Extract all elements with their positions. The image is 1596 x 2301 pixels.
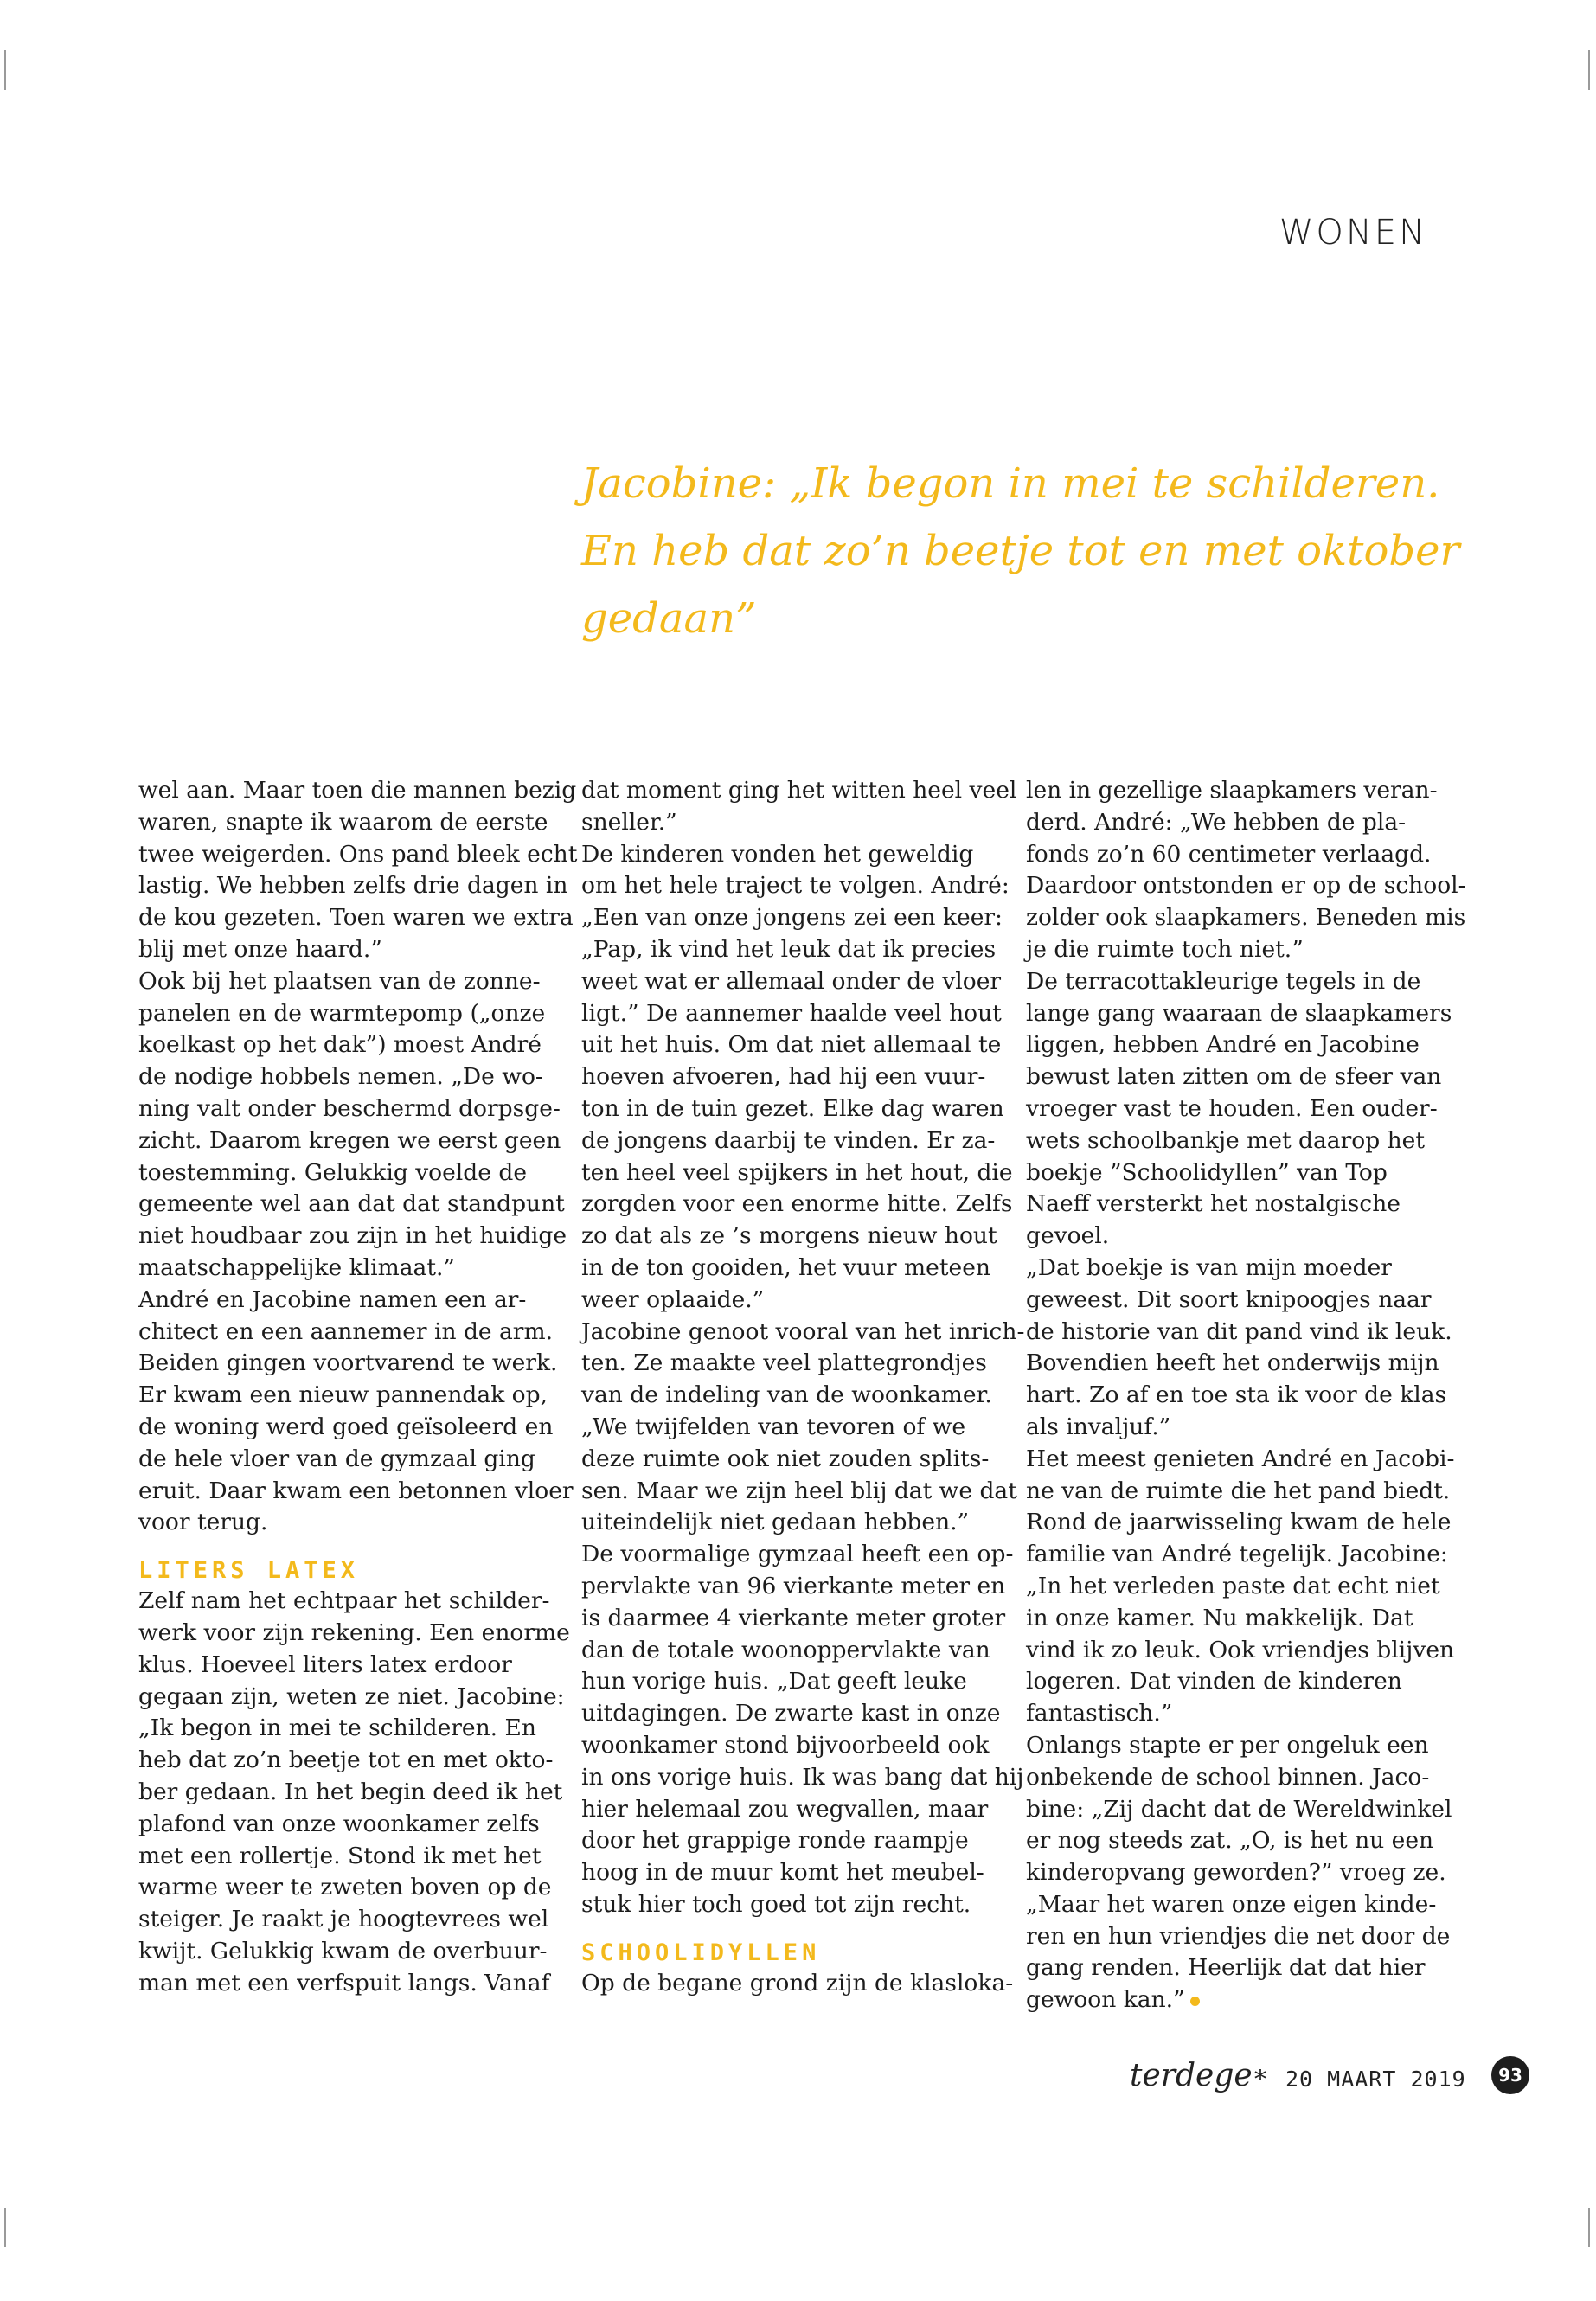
text-line: De terracottakleurige tegels in de <box>1026 967 1421 995</box>
column-2-text-b <box>581 1968 1014 2000</box>
text-line: werk voor zijn rekening. Een enorme <box>138 1618 570 1646</box>
text-line: fantastisch.” <box>1026 1700 1173 1727</box>
text-line: toestemming. Gelukkig voelde de <box>138 1158 527 1186</box>
text-line: maatschappelijke klimaat.” <box>138 1253 455 1281</box>
text-line: Jacobine genoot vooral van het inrich- <box>581 1317 1025 1345</box>
text-line: hun vorige huis. „Dat geeft leuke <box>581 1668 967 1695</box>
text-line-end <box>1026 1984 1458 2016</box>
text-line: voor terug. <box>138 1509 268 1536</box>
text-line: hoog in de muur komt het meubel- <box>581 1859 984 1887</box>
text-line: hoeven afvoeren, had hij een vuur- <box>581 1063 986 1091</box>
pull-quote-line: gedaan” <box>581 594 757 643</box>
pull-quote-line: En heb dat zo’n beetje tot en met oktober <box>581 527 1460 575</box>
column-1-text-a <box>138 775 578 1539</box>
text-line: blij met onze haard.” <box>138 935 382 963</box>
text-line: liggen, hebben André en Jacobine <box>1026 1031 1420 1059</box>
text-line: in onze kamer. Nu makkelijk. Dat <box>1026 1604 1413 1631</box>
page-number: 93 <box>1491 2056 1529 2094</box>
text-line: uiteindelijk niet gedaan hebben.” <box>581 1509 970 1536</box>
text-line: chitect en een aannemer in de arm. <box>138 1317 554 1345</box>
text-line: zorgden voor een enorme hitte. Zelfs <box>581 1190 1013 1218</box>
text-line: dat moment ging het witten heel veel <box>581 777 1017 804</box>
text-line: bewust laten zitten om de sfeer van <box>1026 1063 1442 1091</box>
text-line: in ons vorige huis. Ik was bang dat hij <box>581 1763 1024 1791</box>
text-line: vind ik zo leuk. Ook vriendjes blijven <box>1026 1636 1455 1663</box>
text-line: door het grappige ronde raampje <box>581 1827 969 1855</box>
issue-date: 20 MAART 2019 <box>1285 2067 1466 2092</box>
text-line: „We twijfelden van tevoren of we <box>581 1413 966 1440</box>
text-line: uit het huis. Om dat niet allemaal te <box>581 1031 1002 1059</box>
text-line: pervlakte van 96 vierkante meter en <box>581 1572 1006 1599</box>
text-line: de historie van dit pand vind ik leuk. <box>1026 1317 1452 1345</box>
column-1-text-b <box>138 1586 571 1999</box>
text-line: kwijt. Gelukkig kwam de overbuur- <box>138 1937 548 1965</box>
text-line: twee weigerden. Ons pand bleek echt <box>138 840 578 868</box>
text-line: Op de begane grond zijn de klasloka- <box>581 1969 1014 1997</box>
crop-mark-bottom-right <box>1588 2208 1590 2247</box>
text-line: de nodige hobbels nemen. „De wo- <box>138 1063 543 1091</box>
section-label: WONEN <box>1279 213 1427 253</box>
article-column-3 <box>1026 775 1466 2016</box>
text-line: Het meest genieten André en Jacobi- <box>1026 1445 1455 1472</box>
text-line: „Dat boekje is van mijn moeder <box>1026 1253 1392 1281</box>
text-line: plafond van onze woonkamer zelfs <box>138 1810 540 1837</box>
text-line: gegaan zijn, weten ze niet. Jacobine: <box>138 1682 565 1710</box>
text-line: de kou gezeten. Toen waren we extra <box>138 904 574 932</box>
text-line: ber gedaan. In het begin deed ik het <box>138 1778 563 1805</box>
text-line: weer oplaaide.” <box>581 1285 765 1313</box>
text-line: gang renden. Heerlijk dat dat hier <box>1026 1954 1426 1982</box>
text-line: boekje ”Schoolidyllen” van Top <box>1026 1158 1388 1186</box>
text-line: er nog steeds zat. „O, is het nu een <box>1026 1827 1434 1855</box>
text-line: lange gang waaraan de slaapkamers <box>1026 999 1452 1027</box>
text-line: weet wat er allemaal onder de vloer <box>581 967 1002 995</box>
text-line: je die ruimte toch niet.” <box>1026 935 1304 963</box>
text-line: wets schoolbankje met daarop het <box>1026 1126 1425 1154</box>
text-line: derd. André: „We hebben de pla- <box>1026 808 1407 836</box>
text-line: man met een verfspuit langs. Vanaf <box>138 1969 550 1997</box>
text-line: De voormalige gymzaal heeft een op- <box>581 1541 1014 1568</box>
pull-quote <box>581 450 1481 652</box>
text-line: Daardoor ontstonden er op de school- <box>1026 872 1466 900</box>
text-line: „Pap, ik vind het leuk dat ik precies <box>581 935 997 963</box>
text-line: gewoon kan.” <box>1026 1986 1185 2014</box>
text-line: de jongens daarbij te vinden. Er za- <box>581 1126 996 1154</box>
article-column-2 <box>581 775 1025 1999</box>
column-3-text <box>1026 775 1466 2016</box>
text-line: waren, snapte ik waarom de eerste <box>138 808 548 836</box>
text-line: als invaljuf.” <box>1026 1413 1171 1440</box>
text-line: fonds zo’n 60 centimeter verlaagd. <box>1026 840 1432 868</box>
text-line: Zelf nam het echtpaar het schilder- <box>138 1587 550 1615</box>
text-line: van de indeling van de woonkamer. <box>581 1381 992 1409</box>
text-line: bine: „Zij dacht dat de Wereldwinkel <box>1026 1795 1452 1823</box>
text-line: ning valt onder beschermd dorpsge- <box>138 1094 561 1122</box>
text-line: dan de totale woonoppervlakte van <box>581 1636 990 1663</box>
text-line: Onlangs stapte er per ongeluk een <box>1026 1731 1429 1759</box>
text-line: in de ton gooiden, het vuur meteen <box>581 1253 990 1281</box>
separator-star-icon: * <box>1254 2065 1266 2093</box>
subheading-liters-latex: LITERS LATEX <box>138 1557 360 1585</box>
text-line: hart. Zo af en toe sta ik voor de klas <box>1026 1381 1447 1409</box>
column-2-text-a <box>581 775 1025 1921</box>
text-line: zo dat als ze ’s morgens nieuw hout <box>581 1222 997 1250</box>
text-line: ne van de ruimte die het pand biedt. <box>1026 1477 1451 1504</box>
text-line: Bovendien heeft het onderwijs mijn <box>1026 1349 1439 1377</box>
text-line: logeren. Dat vinden de kinderen <box>1026 1668 1402 1695</box>
text-line: eruit. Daar kwam een betonnen vloer <box>138 1477 574 1504</box>
text-line: „In het verleden paste dat echt niet <box>1026 1572 1440 1599</box>
text-line: stuk hier toch goed tot zijn recht. <box>581 1890 971 1918</box>
text-line: Ook bij het plaatsen van de zonne- <box>138 967 541 995</box>
text-line: vroeger vast te houden. Een ouder- <box>1026 1094 1438 1122</box>
text-line: „Een van onze jongens zei een keer: <box>581 904 1003 932</box>
text-line: wel aan. Maar toen die mannen bezig <box>138 777 577 804</box>
text-line: familie van André tegelijk. Jacobine: <box>1026 1541 1448 1568</box>
text-line: steiger. Je raakt je hoogtevrees wel <box>138 1906 549 1933</box>
text-line: „Ik begon in mei te schilderen. En <box>138 1715 536 1742</box>
text-line: sneller.” <box>581 808 677 836</box>
text-line: André en Jacobine namen een ar- <box>138 1285 527 1313</box>
text-line: warme weer te zweten boven op de <box>138 1874 552 1901</box>
magazine-logo: terdege <box>1130 2058 1253 2093</box>
text-line: Rond de jaarwisseling kwam de hele <box>1026 1509 1452 1536</box>
text-line: „Maar het waren onze eigen kinde- <box>1026 1890 1437 1918</box>
text-line: kinderopvang geworden?” vroeg ze. <box>1026 1859 1446 1887</box>
crop-mark-top-right <box>1588 50 1590 90</box>
text-line: om het hele traject te volgen. André: <box>581 872 1010 900</box>
text-line: Naeff versterkt het nostalgische <box>1026 1190 1401 1218</box>
text-line: uitdagingen. De zwarte kast in onze <box>581 1700 1001 1727</box>
text-line: geweest. Dit soort knipoogjes naar <box>1026 1285 1432 1313</box>
text-line: gevoel. <box>1026 1222 1110 1250</box>
text-line: len in gezellige slaapkamers veran- <box>1026 777 1438 804</box>
text-line: Beiden gingen voortvarend te werk. <box>138 1349 558 1377</box>
text-line: niet houdbaar zou zijn in het huidige <box>138 1222 567 1250</box>
text-line: ten. Ze maakte veel plattegrondjes <box>581 1349 987 1377</box>
text-line: de hele vloer van de gymzaal ging <box>138 1445 535 1472</box>
text-line: koelkast op het dak”) moest André <box>138 1031 542 1059</box>
text-line: klus. Hoeveel liters latex erdoor <box>138 1650 512 1678</box>
text-line: heb dat zo’n beetje tot en met okto- <box>138 1747 554 1774</box>
text-line: zolder ook slaapkamers. Beneden mis <box>1026 904 1466 932</box>
text-line: ton in de tuin gezet. Elke dag waren <box>581 1094 1004 1122</box>
end-mark-dot-icon <box>1190 1997 1200 2006</box>
pull-quote-line: Jacobine: „Ik begon in mei te schilderen. <box>581 459 1440 508</box>
subheading-schoolidyllen: SCHOOLIDYLLEN <box>581 1939 821 1966</box>
text-line: ligt.” De aannemer haalde veel hout <box>581 999 1002 1027</box>
article-column-1 <box>138 775 578 1999</box>
crop-mark-bottom-left <box>4 2208 6 2247</box>
text-line: lastig. We hebben zelfs drie dagen in <box>138 872 568 900</box>
text-line: zicht. Daarom kregen we eerst geen <box>138 1126 561 1154</box>
page-footer <box>1125 2054 1540 2106</box>
text-line: panelen en de warmtepomp („onze <box>138 999 546 1027</box>
text-line: ten heel veel spijkers in het hout, die <box>581 1158 1013 1186</box>
text-line: ren en hun vriendjes die net door de <box>1026 1922 1451 1950</box>
text-line: met een rollertje. Stond ik met het <box>138 1842 542 1869</box>
crop-mark-top-left <box>4 50 6 90</box>
text-line: de woning werd goed geïsoleerd en <box>138 1413 554 1440</box>
text-line: woonkamer stond bijvoorbeeld ook <box>581 1731 990 1759</box>
text-line: hier helemaal zou wegvallen, maar <box>581 1795 989 1823</box>
text-line: deze ruimte ook niet zouden splits- <box>581 1445 990 1472</box>
text-line: is daarmee 4 vierkante meter groter <box>581 1604 1006 1631</box>
text-line: gemeente wel aan dat dat standpunt <box>138 1190 565 1218</box>
text-line: De kinderen vonden het geweldig <box>581 840 974 868</box>
text-line: onbekende de school binnen. Jaco- <box>1026 1763 1430 1791</box>
text-line: sen. Maar we zijn heel blij dat we dat <box>581 1477 1017 1504</box>
text-line: Er kwam een nieuw pannendak op, <box>138 1381 548 1409</box>
